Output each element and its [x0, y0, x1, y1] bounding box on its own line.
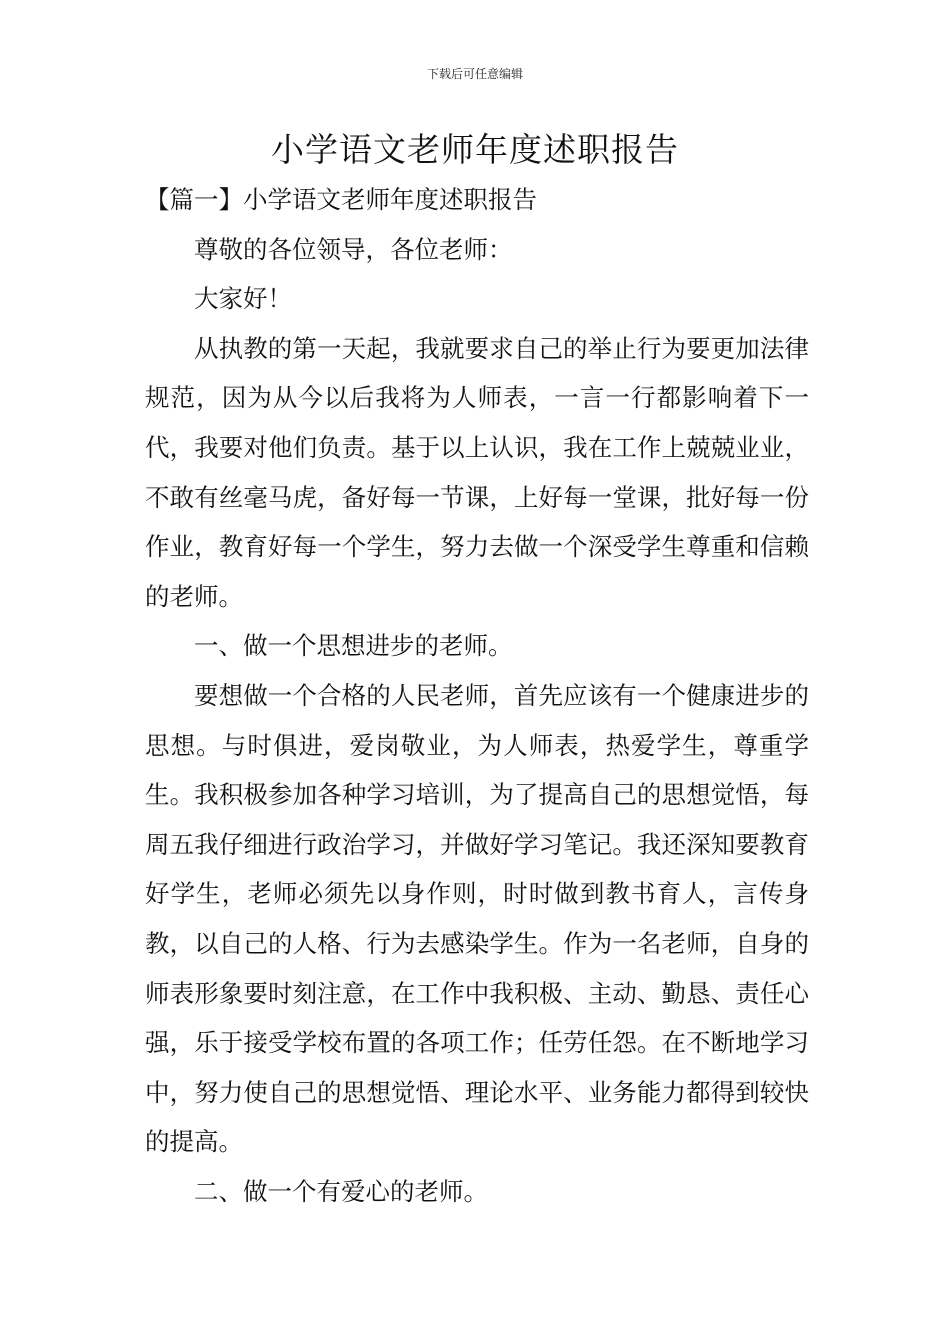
section-heading: 【篇一】小学语文老师年度述职报告 [145, 185, 537, 214]
document-title: 小学语文老师年度述职报告 [271, 130, 679, 169]
subheading: 二、做一个有爱心的老师。 [194, 1176, 488, 1206]
greeting: 大家好！ [194, 284, 292, 314]
subheading: 一、做一个思想进步的老师。 [194, 631, 513, 661]
paragraph: 要想做一个合格的人民老师，首先应该有一个健康进步的思想。与时俱进，爱岗敬业，为人师表，热爱学生，尊重学生。我积极参加各种学习培训，为了提高自己的思想觉悟，每周五我仔细进行政治学习，并做好学习笔记。我还深知要教育好学生，老师必须先以身作则，时时做到教书育人，言传身教，以自己的人格、行为去感染学生。作为一名老师，自身的师表形象要时刻注意，在工作中我积极、主动、勤恳、责任心强，乐于接受学校布置的各项工作；任劳任怨。在不断地学习中，努力使自己的思想觉悟、理论水平、业务能力都得到较快的提高。 [145, 680, 809, 1157]
header-note: 下载后可任意编辑 [426, 67, 523, 81]
document-body [145, 175, 809, 1216]
paragraph: 从执教的第一天起，我就要求自己的举止行为要更加法律规范，因为从今以后我将为人师表，一言一行都影响着下一代，我要对他们负责。基于以上认识，我在工作上兢兢业业，不敢有丝毫马虎，备好每一节课，上好每一堂课，批好每一份作业，教育好每一个学生，努力去做一个深受学生尊重和信赖的老师。 [145, 333, 809, 611]
salutation: 尊敬的各位领导，各位老师： [194, 234, 513, 264]
